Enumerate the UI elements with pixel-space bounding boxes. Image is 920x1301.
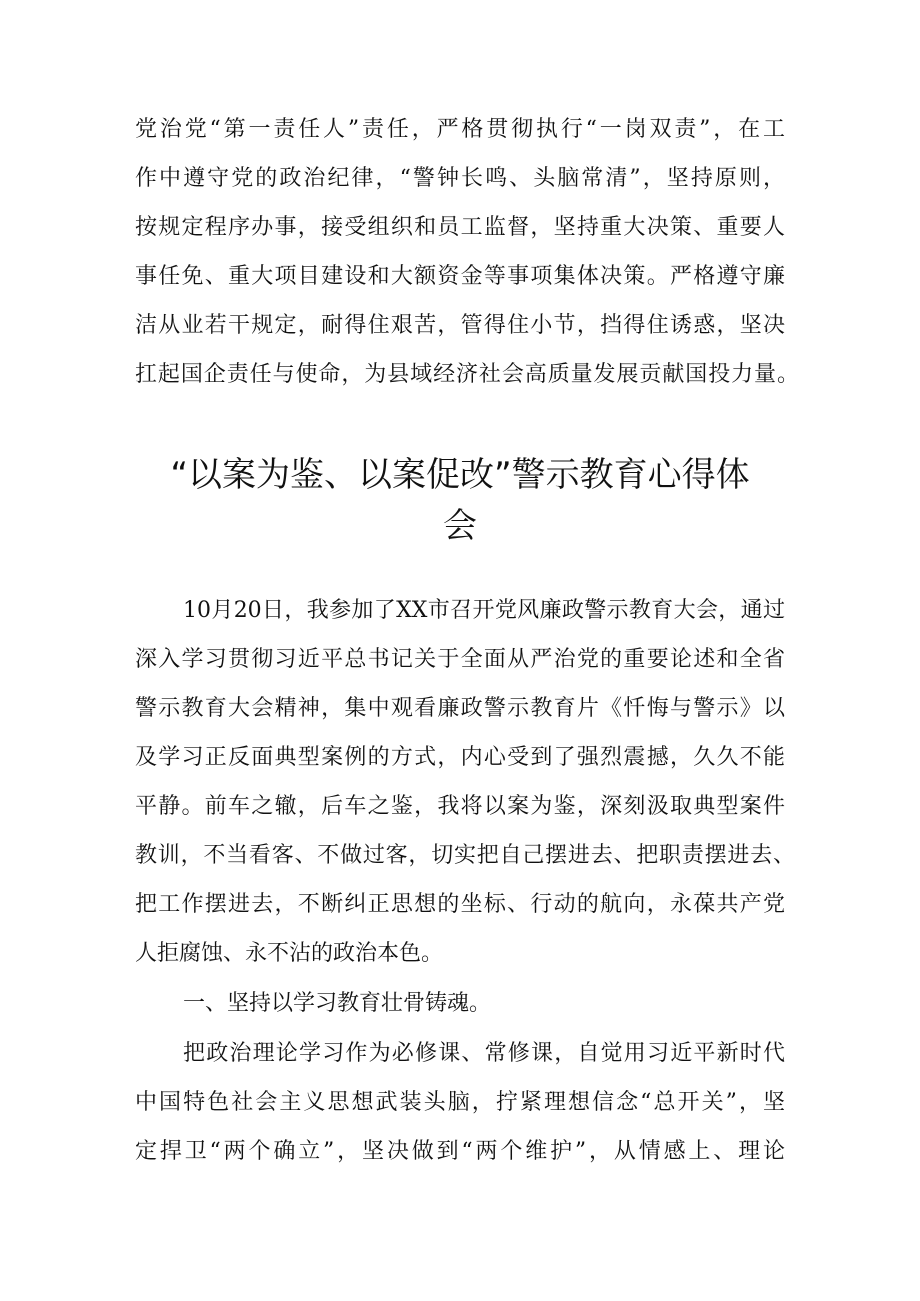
paragraph-line: 定捍卫“两个确立”，坚决做到“两个维护”，从情感上、理论 bbox=[135, 1139, 785, 1164]
paragraph-line: 10月20日，我参加了XX市召开党风廉政警示教育大会，通过 bbox=[183, 598, 785, 623]
paragraph-line: 教训，不当看客、不做过客，切实把自己摆进去、把职责摆进去、 bbox=[135, 843, 795, 868]
paragraph-line: 及学习正反面典型案例的方式，内心受到了强烈震撼，久久不能 bbox=[135, 745, 785, 770]
paragraph-line: 党治党“第一责任人”责任，严格贯彻执行“一岗双责”，在工 bbox=[135, 117, 785, 142]
paragraph-line: 洁从业若干规定，耐得住艰苦，管得住小节，挡得住诱惑，坚决 bbox=[135, 313, 785, 338]
paragraph-line: 事任免、重大项目建设和大额资金等事项集体决策。严格遵守廉 bbox=[135, 264, 785, 289]
paragraph-line: 扛起国企责任与使命，为县域经济社会高质量发展贡献国投力量。 bbox=[135, 362, 799, 387]
paragraph-line: 深入学习贯彻习近平总书记关于全面从严治党的重要论述和全省 bbox=[135, 647, 785, 672]
paragraph-line: 把工作摆进去，不断纠正思想的坐标、行动的航向，永葆共产党 bbox=[135, 892, 785, 917]
paragraph-line: 中国特色社会主义思想武装头脑，拧紧理想信念“总开关”，坚 bbox=[135, 1090, 785, 1115]
paragraph-line: 作中遵守党的政治纪律，“警钟长鸣、头脑常清”，坚持原则， bbox=[135, 166, 785, 191]
paragraph-line: 把政治理论学习作为必修课、常修课，自觉用习近平新时代 bbox=[183, 1041, 785, 1066]
title-line: 会 bbox=[443, 506, 477, 546]
paragraph-line: 警示教育大会精神，集中观看廉政警示教育片《忏悔与警示》以 bbox=[135, 696, 785, 721]
section-heading: 一、坚持以学习教育壮骨铸魂。 bbox=[183, 991, 492, 1016]
paragraph-line: 平静。前车之辙，后车之鉴，我将以案为鉴，深刻汲取典型案件 bbox=[135, 794, 785, 819]
title-line: “以案为鉴、以案促改”警示教育心得体 bbox=[170, 455, 750, 495]
paragraph-line: 人拒腐蚀、永不沾的政治本色。 bbox=[135, 941, 444, 966]
paragraph-line: 按规定程序办事，接受组织和员工监督，坚持重大决策、重要人 bbox=[135, 215, 785, 240]
